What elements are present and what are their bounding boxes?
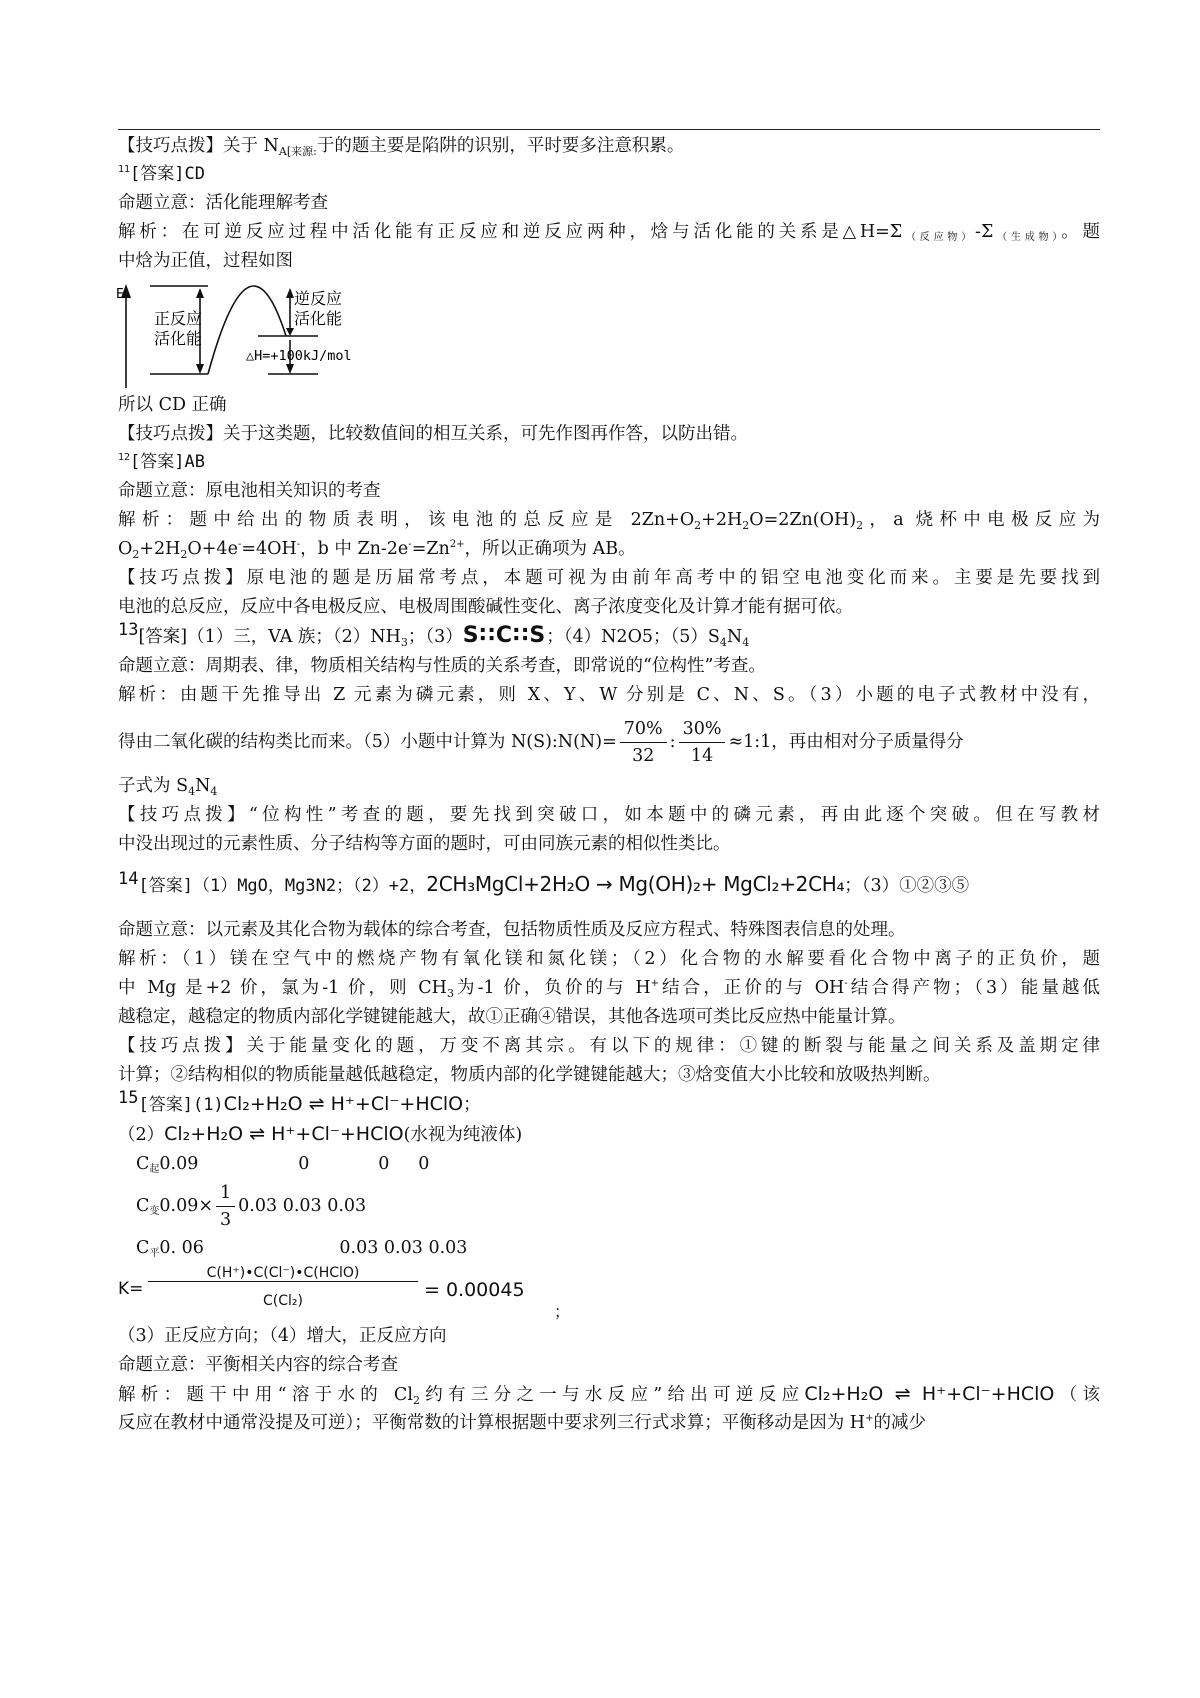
q12-intent: 命题立意：原电池相关知识的考查 xyxy=(118,481,381,501)
header-rule xyxy=(118,129,1100,130)
q12-analysis-2: $O_2+2H_2O+4e^-=4OH^-$，b 中 $Zn-2e^-=Zn^{2+}$，所以正确项为 AB。 xyxy=(118,539,636,561)
q11-conclusion: 所以 CD 正确 xyxy=(118,395,227,415)
reverse-label-1: 逆反应 xyxy=(294,289,343,308)
q12-answer: $^{12}$[答案]AB xyxy=(118,452,205,472)
q11-analysis-2: 中焓为正值，过程如图 xyxy=(118,251,293,271)
q15-analysis-2: 反应在教材中通常没提及可逆）；平衡常数的计算根据题中要求列三行式求算；平衡移动是因为 H+的减少 xyxy=(118,1413,926,1433)
document-page: 【技巧点拨】关于 $N_{A[来源:}$于的题主要是陷阱的识别，平时要多注意积累。 $^{11}$[答案]CD 命题立意：活化能理解考查 解析：在可逆反应过程中活化能有正反应和逆反应两种，焓与活化能的关系是△H=Σ（反应物）-Σ（生成物）。题 中焓为正值，过程如图 E 正反应 活化能 逆反应 活化能 △H=+100kJ/mol 所以 CD 正确 【技巧点拨】关于这类题，比较数值间的相互关系，可先作图再作答，以防出错。 $^{12}$[答案]AB 命题立意：原电池相关知识的考查 解析：题中给出的物质表明，该电池的总反应是 $2Zn+O_2+2H_2O=2Zn(OH)_2$，a 烧杯中电极反应为 $O_2+2H_2O+4e^-=4OH^-$，b 中 $Zn-2e^-=Zn^{2+}$，所以正确项为 AB。 【技巧点拨】原电池的题是历届常考点，本题可视为由前年高考中的铝空电池变化而来。主要是先要找到 电池的总反应，反应中各电极反应、电极周围酸碱性变化、离子浓度变化及计算才能有据可依。 $^{13}$[答案]（1）三，VA 族；$(2)NH_3$；（3）S∷C∷S；（4）N2O5；$(5)S_4N_4$ 命题立意：周期表、律，物质相关结构与性质的关系考查，即常说的“位构性”考查。 解析：由题干先推导出 Z 元素为磷元素，则 X、Y、W 分别是 C、N、S。（3）小题的电子式教材中没有， 得由二氧化碳的结构类比而来。（5）小题中计算为 N(S):N(N)= $\frac{70\%}{32}$ : $\frac{30\%}{14}$ ≈1:1，再由相对分子质量得分 子式为 $S_4N_4$ 【技巧点拨】“位构性”考查的题，要先找到突破口，如本题中的磷元素，再由此逐个突破。但在写教材 中没出现过的元素性质、分子结构等方面的题时，可由同族元素的相似性类比。 $^{14}$[答案]（1）MgO，Mg3N2；（2）+2，2CH₃MgCl+2H₂O → Mg(OH)₂+ MgCl₂+2CH₄；（3）①②③⑤ 命题立意：以元素及其化合物为载体的综合考查，包括物质性质及反应方程式、特殊图表信息的处理。 解析：（1）镁在空气中的燃烧产物有氧化镁和氮化镁；（2）化合物的水解要看化合物中离子的正负价，题 中 Mg 是+2 价，氯为-1 价，则 $CH_3$为-1 价，负价的与 H+结合，正价的与 OH-结合得产物；（3）能量越低 越稳定，越稳定的物质内部化学键键能越大，故①正确④错误，其他各选项可类比反应热中能量计算。 【技巧点拨】关于能量变化的题，万变不离其宗。有以下的规律：①键的断裂与能量之间关系及盖期定律 计算；②结构相似的物质能量越低越稳定，物质内部的化学键键能越大；③焓变值大小比较和放吸热判断。 $^{15}$[答案](1)Cl₂+H₂O ⇌ H⁺+Cl⁻+HClO； （2）Cl₂+H₂O ⇌ H⁺+Cl⁻+HClO(水视为纯液体) C起0.09 0 0 0 C变0.09× $\frac{1}{3}$ 0.03 0.03 0.03 C平0. 06 0.03 0.03 0.03 K= C(H⁺)•C(Cl⁻)•C(HClO) C(Cl₂) = 0.00045 ； （3）正反应方向；（4）增大，正反应方向 命题立意：平衡相关内容的综合考查 解析：题干中用“溶于水的 $Cl_2$约有三分之一与水反应”给出可逆反应Cl₂+H₂O ⇌ H⁺+Cl⁻+HClO（该 反应在教材中通常没提及可逆）；平衡常数的计算根据题中要求列三行式求算；平衡移动是因为 H+的减少 xyxy=(118,0,1100,1698)
q13-analysis-2: 得由二氧化碳的结构类比而来。（5）小题中计算为 N(S):N(N)= $\frac{70\%}{32}$ : $\frac{30\%}{14}$ ≈1:1，再由相对分子质量得分 xyxy=(118,712,964,772)
fraction-70-32: $\frac{70\%}{32}$ xyxy=(620,716,667,769)
reverse-label-2: 活化能 xyxy=(294,309,343,328)
q13-tip-1: 【技巧点拨】“位构性”考查的题，要先找到突破口，如本题中的磷元素，再由此逐个突破。但在写教材 xyxy=(118,805,1100,825)
forward-label-1: 正反应 xyxy=(154,309,203,328)
q13-analysis-1: 解析：由题干先推导出 Z 元素为磷元素，则 X、Y、W 分别是 C、N、S。（3）小题的电子式教材中没有， xyxy=(118,685,1100,705)
q15-answer-2: （2）Cl₂+H₂O ⇌ H⁺+Cl⁻+HClO(水视为纯液体) xyxy=(118,1123,523,1145)
q11-intent: 命题立意：活化能理解考查 xyxy=(118,193,328,213)
q14-answer: $^{14}$[答案]（1）MgO，Mg3N2；（2）+2，2CH₃MgCl+2H₂O → Mg(OH)₂+ MgCl₂+2CH₄；（3）①②③⑤ xyxy=(118,869,970,896)
q15-equation-2: Cl₂+H₂O ⇌ H⁺+Cl⁻+HClO xyxy=(164,1123,404,1145)
activation-energy-diagram xyxy=(118,284,408,390)
q14-analysis-2: 中 Mg 是+2 价，氯为-1 价，则 $CH_3$为-1 价，负价的与 H+结合，正价的与 OH-结合得产物；（3）能量越低 xyxy=(118,978,1100,1000)
q15-equation-3: Cl₂+H₂O ⇌ H⁺+Cl⁻+HClO xyxy=(804,1383,1055,1405)
q11-answer: $^{11}$[答案]CD xyxy=(118,164,205,184)
cs2-electron-formula: S∷C∷S xyxy=(462,623,547,648)
q11-tip: 【技巧点拨】关于这类题，比较数值间的相互关系，可先作图再作答，以防出错。 xyxy=(118,424,748,444)
q14-tip-2: 计算；②结构相似的物质能量越低越稳定，物质内部的化学键键能越大；③焓变值大小比较和放吸热判断。 xyxy=(118,1065,941,1085)
q13-answer: $^{13}$[答案]（1）三，VA 族；$(2)NH_3$；（3）S∷C∷S；（4）N2O5；$(5)S_4N_4$ xyxy=(118,620,750,649)
q15-analysis-1: 解析：题干中用“溶于水的 $Cl_2$约有三分之一与水反应”给出可逆反应Cl₂+H₂O ⇌ H⁺+Cl⁻+HClO（该 xyxy=(118,1383,1100,1407)
q15-intent: 命题立意：平衡相关内容的综合考查 xyxy=(118,1355,398,1375)
q13-tip-2: 中没出现过的元素性质、分子结构等方面的题时，可由同族元素的相似性类比。 xyxy=(118,834,731,854)
delta-h-label: △H=+100kJ/mol xyxy=(246,348,352,364)
forward-label-2: 活化能 xyxy=(154,329,203,348)
q12-tip-1: 【技巧点拨】原电池的题是历届常考点，本题可视为由前年高考中的铝空电池变化而来。主要是先要找到 xyxy=(118,568,1100,588)
q12-tip-2: 电池的总反应，反应中各电极反应、电极周围酸碱性变化、离子浓度变化及计算才能有据可依。 xyxy=(118,597,853,617)
q14-intent: 命题立意：以元素及其化合物为载体的综合考查，包括物质性质及反应方程式、特殊图表信息的处理。 xyxy=(118,920,906,940)
q14-equation: 2CH₃MgCl+2H₂O → Mg(OH)₂+ MgCl₂+2CH₄ xyxy=(426,872,845,896)
q11-analysis-1: 解析：在可逆反应过程中活化能有正反应和逆反应两种，焓与活化能的关系是△H=Σ（反应物）-Σ（生成物）。题 xyxy=(118,222,1101,243)
tip-line-na: 【技巧点拨】关于 $N_{A[来源:}$于的题主要是陷阱的识别，平时要多注意积累。 xyxy=(118,136,685,158)
q15-answer-1: $^{15}$[答案](1)Cl₂+H₂O ⇌ H⁺+Cl⁻+HClO； xyxy=(118,1088,481,1115)
axis-label-e: E xyxy=(116,287,124,302)
fraction-30-14: $\frac{30\%}{14}$ xyxy=(679,716,726,769)
q13-analysis-3: 子式为 $S_4N_4$ xyxy=(118,776,218,798)
q15-row-change: C变0.09× $\frac{1}{3}$ 0.03 0.03 0.03 xyxy=(118,1178,366,1240)
q14-analysis-1: 解析：（1）镁在空气中的燃烧产物有氧化镁和氮化镁；（2）化合物的水解要看化合物中离子的正负价，题 xyxy=(118,949,1100,969)
q15-row-equilibrium: C平0. 06 0.03 0.03 0.03 xyxy=(136,1238,468,1259)
q15-answer-3: （3）正反应方向；（4）增大，正反应方向 xyxy=(118,1326,447,1346)
q12-analysis-1: 解析：题中给出的物质表明，该电池的总反应是 $2Zn+O_2+2H_2O=2Zn(OH)_2$，a 烧杯中电极反应为 xyxy=(118,510,1100,532)
fraction-one-third: $\frac{1}{3}$ xyxy=(216,1180,235,1233)
q14-tip-1: 【技巧点拨】关于能量变化的题，万变不离其宗。有以下的规律：①键的断裂与能量之间关系及盖期定律 xyxy=(118,1036,1100,1056)
q14-analysis-3: 越稳定，越稳定的物质内部化学键键能越大，故①正确④错误，其他各选项可类比反应热中能量计算。 xyxy=(118,1007,906,1027)
q15-equation-1: Cl₂+H₂O ⇌ H⁺+Cl⁻+HClO xyxy=(223,1093,464,1115)
q15-row-start: C起0.09 0 0 0 xyxy=(136,1154,430,1175)
q13-intent: 命题立意：周期表、律，物质相关结构与性质的关系考查，即常说的“位构性”考查。 xyxy=(118,656,766,676)
